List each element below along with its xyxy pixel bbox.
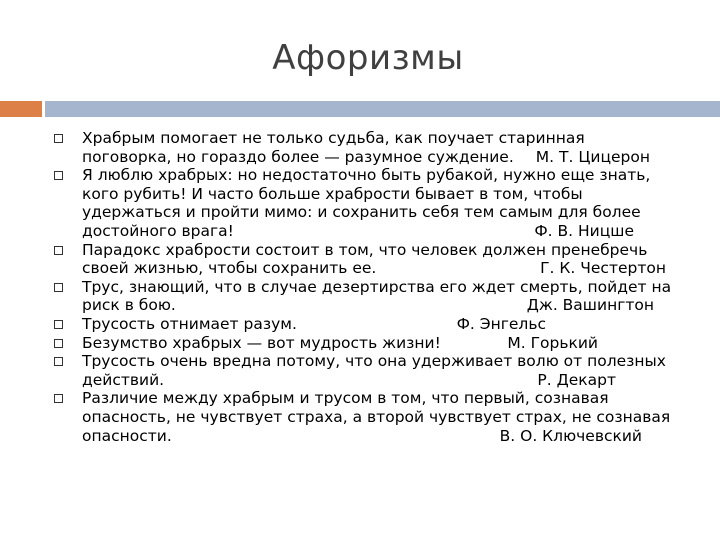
quote-text: своей жизнью, чтобы сохранить ее. bbox=[82, 259, 377, 278]
square-bullet-icon bbox=[54, 339, 63, 348]
quote-item: Я люблю храбрых: но недостаточно быть рубакой, нужно еще знать, кого рубить! И часто больше храбрости бывает в том, чтобы удержаться и пройти мимо: и сохранить себя тем самым для более достойного врага! Ф. В. Ницше bbox=[54, 166, 694, 240]
quote-item: Трусость очень вредна потому, что она удерживает волю от полезных действий. Р. Декарт bbox=[54, 352, 694, 389]
quote-author: Ф. Энгельс bbox=[456, 314, 546, 333]
quote-item: Различие между храбрым и трусом в том, что первый, сознавая опасность, не чувствует страха, а второй чувствует страх, не сознавая опасности. В. О. Ключевский bbox=[54, 389, 694, 445]
square-bullet-icon bbox=[54, 171, 63, 180]
quote-text: Трусость отнимает разум. bbox=[82, 314, 297, 333]
quote-author: В. О. Ключевский bbox=[499, 426, 642, 445]
square-bullet-icon bbox=[54, 320, 63, 329]
square-bullet-icon bbox=[54, 246, 63, 255]
quote-list bbox=[54, 129, 694, 445]
quote-author: Дж. Вашингтон bbox=[526, 296, 654, 315]
quote-text: риск в бою. bbox=[82, 296, 176, 315]
square-bullet-icon bbox=[54, 357, 63, 366]
slide-title: Афоризмы bbox=[272, 38, 464, 78]
quote-author: Р. Декарт bbox=[537, 370, 616, 389]
quote-text: действий. bbox=[82, 370, 165, 389]
square-bullet-icon bbox=[54, 283, 63, 292]
quote-text: достойного врага! bbox=[82, 221, 234, 240]
quote-text: опасности. bbox=[82, 426, 172, 445]
quote-item bbox=[54, 315, 694, 334]
square-bullet-icon bbox=[54, 134, 63, 143]
accent-bar-orange bbox=[0, 101, 42, 117]
quote-item: Парадокс храбрости состоит в том, что человек должен пренебречь своей жизнью, чтобы сохранить ее. Г. К. Честертон bbox=[54, 241, 694, 278]
quote-author: Ф. В. Ницше bbox=[534, 221, 634, 240]
quote-item: Храбрым помогает не только судьба, как поучает старинная поговорка, но гораздо более — разумное суждение. М. Т. Цицерон bbox=[54, 129, 694, 166]
quote-author: М. Т. Цицерон bbox=[535, 147, 650, 166]
quote-author: М. Горький bbox=[507, 333, 598, 352]
accent-bar-blue bbox=[45, 101, 720, 117]
square-bullet-icon bbox=[54, 394, 63, 403]
quote-text: Безумство храбрых — вот мудрость жизни! bbox=[82, 333, 441, 352]
quote-item bbox=[54, 334, 694, 353]
quote-item: Трус, знающий, что в случае дезертирства его ждет смерть, пойдет на риск в бою. Дж. Вашингтон bbox=[54, 278, 694, 315]
quote-text: поговорка, но гораздо более — разумное суждение. bbox=[82, 147, 514, 166]
quote-author: Г. К. Честертон bbox=[540, 259, 666, 278]
